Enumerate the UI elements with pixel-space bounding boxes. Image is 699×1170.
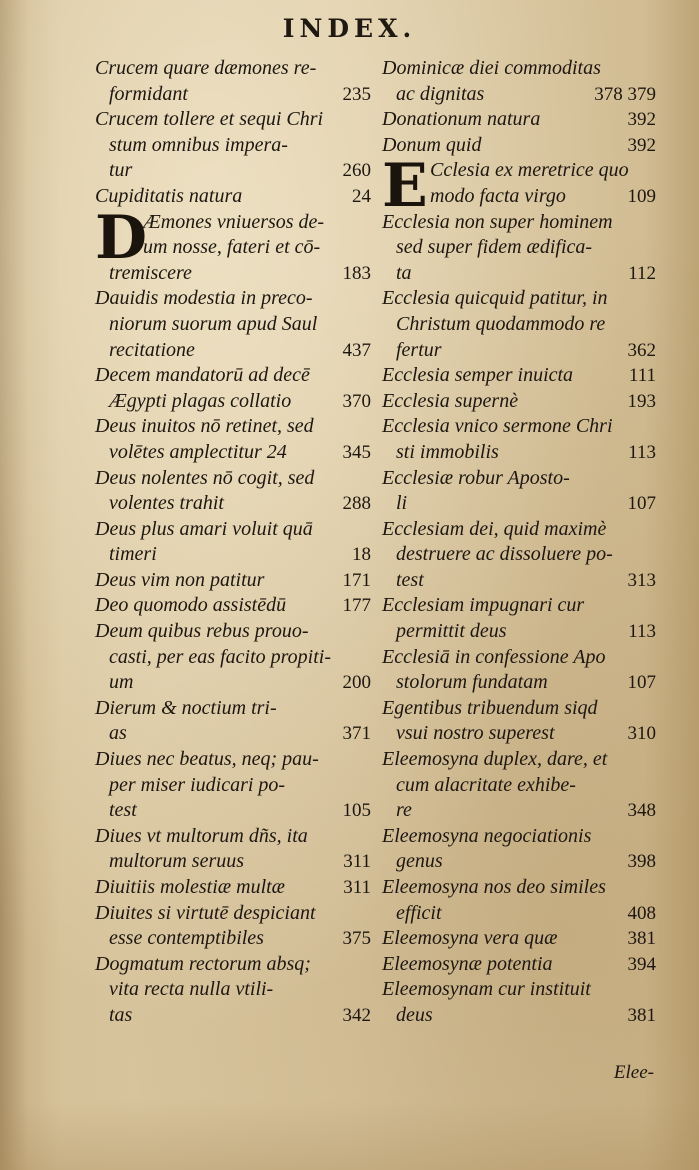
entry-line: Ecclesiæ robur Aposto- [382, 466, 570, 489]
entry-line: Cupiditatis natura 24 [95, 184, 373, 210]
index-entry [95, 568, 373, 594]
page-number: 193 [627, 390, 656, 412]
page-number: 109 [627, 185, 656, 207]
index-entry [95, 56, 373, 107]
index-entry [95, 363, 373, 414]
page-number: 371 [342, 723, 371, 745]
entry-line: Egentibus tribuendum siqd [382, 696, 598, 719]
entry-line: Eleemosynam cur instituit [382, 978, 591, 1001]
entry-line: Ecclesiā in confessione Apo [382, 645, 606, 668]
entry-line: Crucem quare dæmones re- [95, 57, 317, 79]
entry-line: Donationum natura 392 [382, 107, 658, 133]
index-entry [95, 466, 373, 517]
page-number: 288 [342, 493, 371, 515]
page-number: 311 [343, 877, 371, 898]
index-entry [95, 901, 373, 952]
index-entry [382, 977, 658, 1028]
page-number: 381 [627, 928, 656, 950]
index-entry-drop-cap [95, 202, 373, 287]
entry-line: casti, per eas facito propiti- [109, 645, 332, 668]
page-number: 18 [352, 544, 371, 566]
page-number: 177 [342, 595, 371, 617]
entry-line: Diuitiis molestiæ multæ 311 [95, 875, 373, 901]
index-entry [382, 952, 658, 978]
entry-line: stolorum fundatam 107 [382, 670, 658, 696]
page-number: 171 [342, 569, 371, 591]
index-entry [95, 696, 373, 747]
index-entry [382, 747, 658, 824]
entry-line: sti immobilis 113 [382, 440, 658, 466]
page-number: 310 [627, 723, 656, 745]
entry-line: Deo quomodo assistēdū 177 [95, 593, 373, 619]
page-number: 112 [628, 262, 656, 284]
catchword: Elee- [613, 1062, 654, 1083]
entry-line: Ecclesia vnico sermone Chri [382, 415, 613, 438]
index-entry [95, 414, 373, 465]
index-entry [382, 875, 658, 926]
entry-line: Deus vim non patitur 171 [95, 568, 373, 594]
entry-line: vita recta nulla vtili- [109, 978, 274, 1001]
entry-line: Eleemosyna nos deo similes [382, 876, 606, 898]
page-number: 183 [342, 262, 371, 284]
index-entry [382, 414, 658, 465]
entry-line: genus 398 [382, 849, 658, 875]
index-entry [95, 747, 373, 824]
entry-line: Diuites si virtutē despiciant [95, 901, 316, 924]
entry-line: per miser iudicari po- [109, 773, 286, 796]
entry-line: cum alacritate exhibe- [396, 773, 576, 796]
entry-line: li 107 [382, 491, 658, 517]
entry-line: Ecclesiam dei, quid maximè [382, 517, 607, 540]
page-header: INDEX. [282, 14, 417, 43]
entry-line: ta 112 [382, 261, 658, 287]
index-entry [382, 926, 658, 952]
index-entry [382, 389, 658, 415]
page-number: 437 [342, 339, 371, 361]
entry-line: Deus plus amari voluit quā [95, 517, 313, 540]
entry-line: formidant 235 [95, 82, 373, 108]
index-entry [95, 875, 373, 901]
index-entry [95, 286, 373, 363]
page-number: 260 [342, 160, 371, 182]
entry-line: tas 342 [95, 1003, 373, 1029]
page-number: 200 [342, 672, 371, 694]
entry-line: vsui nostro superest 310 [382, 721, 658, 747]
entry-line: Diues nec beatus, neq; pau- [95, 748, 319, 771]
entry-line: um 200 [95, 670, 373, 696]
page-number: 111 [628, 365, 656, 387]
entry-line: Deus inuitos nō retinet, sed [95, 415, 314, 438]
entry-line: sed super fidem ædifica- [396, 236, 593, 259]
index-entry [382, 696, 658, 747]
entry-line: Dominicæ diei commoditas [382, 57, 601, 79]
index-entry [95, 517, 373, 568]
entry-line: Ecclesia non super hominem [382, 210, 613, 233]
page-edge-shade [0, 1100, 699, 1170]
page-number: 113 [628, 621, 656, 643]
index-entry [382, 593, 658, 644]
index-entry [95, 107, 373, 184]
entry-line: Ecclesia supernè 193 [382, 389, 658, 415]
entry-line: stum omnibus impera- [109, 133, 288, 156]
page-number: 408 [627, 902, 656, 924]
index-entry [382, 824, 658, 875]
page-number: 392 [627, 134, 656, 156]
entry-line: tremiscere 183 [95, 261, 373, 287]
page-number: 348 [627, 800, 656, 822]
entry-line: niorum suorum apud Saul [109, 312, 318, 335]
entry-line: Diues vt multorum dñs, ita [95, 824, 308, 847]
entry-line: permittit deus 113 [382, 619, 658, 645]
entry-line: Dierum & noctium tri- [95, 696, 277, 719]
entry-line: um nosse, fateri et cō- [143, 236, 321, 259]
index-entry [95, 824, 373, 875]
entry-line: fertur 362 [382, 338, 658, 364]
page-number: 375 [342, 928, 371, 950]
entry-line: Cclesia ex meretrice quo [430, 159, 629, 182]
entry-line: Christum quodammodo re [396, 312, 606, 335]
page-number: 313 [627, 569, 656, 591]
index-entry [382, 645, 658, 696]
drop-cap-letter: D [95, 202, 148, 273]
entry-line: Eleemosynæ potentia 394 [382, 952, 658, 978]
entry-line: multorum seruus 311 [95, 849, 373, 875]
index-entry [382, 517, 658, 594]
page-number: 392 [627, 109, 656, 131]
entry-line: destruere ac dissoluere po- [396, 543, 613, 566]
page-number: 311 [343, 851, 371, 873]
page-number: 342 [342, 1004, 371, 1026]
index-entry [95, 593, 373, 619]
entry-line: Ægypti plagas collatio 370 [95, 389, 373, 415]
entry-line: re 348 [382, 798, 658, 824]
page-number: 394 [627, 953, 656, 975]
entry-line: Decem mandatorū ad decē [95, 364, 310, 387]
page-number: 24 [352, 185, 371, 207]
entry-line: Ecclesia semper inuicta 111 [382, 363, 658, 389]
entry-line: volētes amplectitur 24 345 [95, 440, 373, 466]
entry-line: tur 260 [95, 158, 373, 184]
page-number: 105 [342, 800, 371, 822]
entry-line: Æmones vniuersos de- [143, 210, 325, 233]
entry-line: Crucem tollere et sequi Chri [95, 108, 324, 131]
page-number: 362 [627, 339, 656, 361]
page-number: 113 [628, 441, 656, 463]
entry-line: Eleemosyna vera quæ 381 [382, 926, 658, 952]
page-number: 378 379 [594, 83, 656, 105]
entry-line: Dauidis modestia in preco- [95, 287, 313, 310]
page-number: 398 [627, 851, 656, 873]
page-number: 235 [342, 83, 371, 105]
index-entry [382, 210, 658, 287]
entry-line: ac dignitas 378 379 [382, 82, 658, 108]
page-number: 107 [627, 672, 656, 694]
index-entry [382, 56, 658, 107]
page-number: 370 [342, 390, 371, 412]
drop-cap-letter: E [382, 151, 428, 222]
entry-line: Ecclesia quicquid patitur, in [382, 287, 608, 310]
index-entry [382, 363, 658, 389]
entry-line: modo facta virgo 109 [382, 184, 658, 210]
entry-line: Ecclesiam impugnari cur [382, 594, 585, 617]
page-number: 381 [627, 1004, 656, 1026]
index-entry [382, 286, 658, 363]
entry-line: as 371 [95, 721, 373, 747]
entry-line: Deus nolentes nō cogit, sed [95, 466, 315, 489]
page-number: 345 [342, 441, 371, 463]
index-column-left [95, 56, 373, 1029]
entry-line: esse contemptibiles 375 [95, 926, 373, 952]
page-number: 107 [627, 493, 656, 515]
entry-line: Eleemosyna duplex, dare, et [382, 748, 608, 771]
index-column-right [382, 56, 658, 1029]
entry-line: efficit 408 [382, 901, 658, 927]
entry-line: Donum quid 392 [382, 133, 658, 159]
entry-line: test 105 [95, 798, 373, 824]
entry-line: Dogmatum rectorum absq; [95, 952, 311, 975]
entry-line: volentes trahit 288 [95, 491, 373, 517]
index-entry [382, 107, 658, 133]
entry-line: recitatione 437 [95, 338, 373, 364]
entry-line: timeri 18 [95, 542, 373, 568]
index-entry [95, 619, 373, 696]
entry-line: deus 381 [382, 1003, 658, 1029]
index-entry [382, 466, 658, 517]
entry-line: test 313 [382, 568, 658, 594]
entry-line: Eleemosyna negociationis [382, 824, 592, 847]
entry-line: Deum quibus rebus prouo- [95, 620, 309, 643]
index-entry [95, 952, 373, 1029]
